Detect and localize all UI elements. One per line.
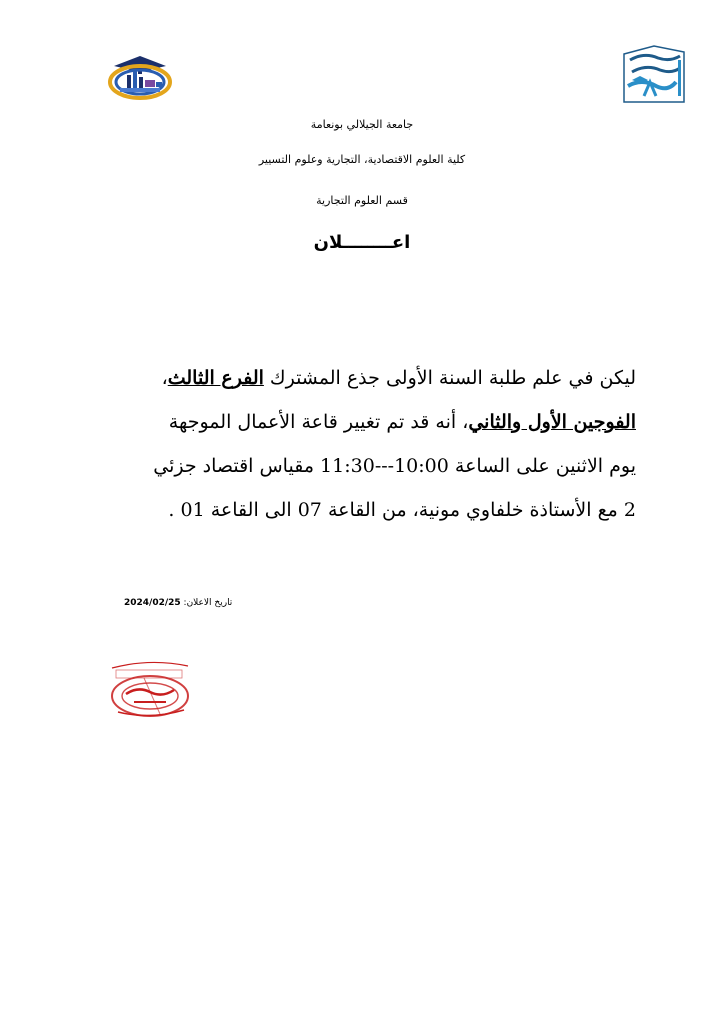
department-stamp-icon <box>104 656 196 720</box>
university-emblem-icon <box>100 42 180 102</box>
university-name: جامعة الجيلالي بونعامة <box>310 118 414 131</box>
body-line-1 <box>108 356 636 400</box>
announcement-body <box>108 356 636 532</box>
announcement-title: اعــــــــلان <box>313 232 411 253</box>
department-name: قسم العلوم التجارية <box>316 194 408 207</box>
body-line-1-text: ليكن في علم طلبة السنة الأولى جذع المشترك <box>263 367 636 389</box>
announcement-date-label: تاريخ الاعلان: <box>180 598 233 608</box>
announcement-date <box>124 598 232 608</box>
body-line-2-text: ، أنه قد تم تغيير قاعة الأعمال الموجهة <box>168 411 469 433</box>
groups-highlight: الفوجين الأول والثاني <box>468 411 636 433</box>
body-line-1-end: ، <box>161 367 168 389</box>
body-line-2 <box>108 400 636 444</box>
body-line-4: 2 مع الأستاذة خلفاوي مونية، من القاعة 07 الى القاعة 01 . <box>168 499 636 521</box>
university-wordmark-icon <box>614 40 694 108</box>
body-line-3: يوم الاثنين على الساعة 10:00---11:30 مقياس اقتصاد جزئي <box>153 455 636 477</box>
faculty-name: كلية العلوم الاقتصادية، التجارية وعلوم التسيير <box>258 153 466 166</box>
branch-highlight: الفرع الثالث <box>167 367 264 389</box>
announcement-date-value: 2024/02/25 <box>124 598 181 608</box>
